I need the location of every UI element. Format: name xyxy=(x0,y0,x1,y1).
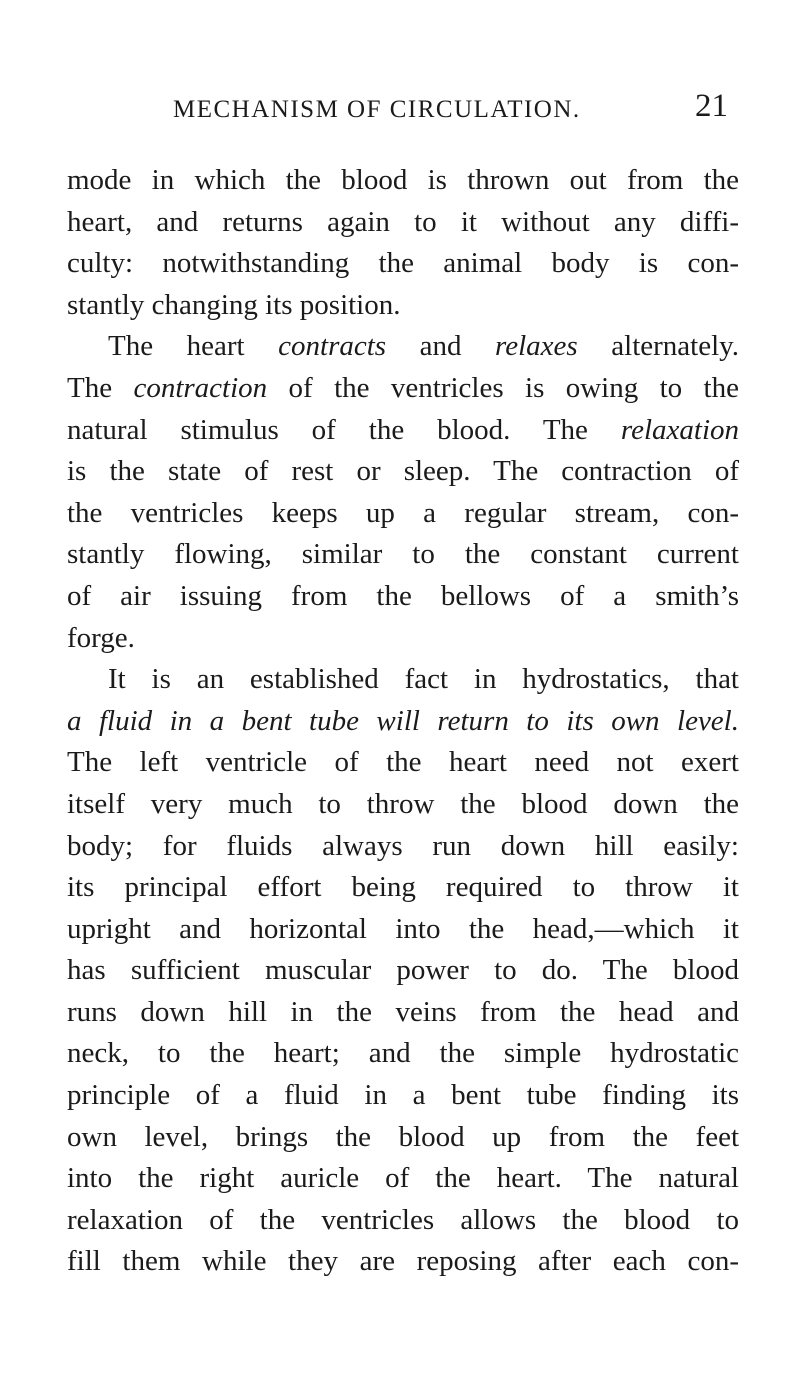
text-span: The heart xyxy=(108,330,279,363)
text-line: into the right auricle of the heart. The natural xyxy=(67,1162,739,1195)
text-line: It is an established fact in hydrostatics, that xyxy=(108,663,739,696)
page-number: 21 xyxy=(695,88,728,124)
text-line: body; for fluids always run down hill easily: xyxy=(67,829,739,862)
text-line: fill them while they are reposing after each con- xyxy=(67,1245,739,1278)
text-line: stantly changing its position. xyxy=(67,288,401,321)
text-line: has sufficient muscular power to do. The blood xyxy=(67,954,739,987)
text-line: its principal effort being required to throw it xyxy=(67,871,739,904)
text-line: mode in which the blood is thrown out from the xyxy=(67,164,739,196)
running-head: MECHANISM OF CIRCULATION. xyxy=(173,96,581,123)
text-span: and xyxy=(386,330,496,363)
text-line xyxy=(67,368,739,410)
text-span: natural stimulus of the blood. The xyxy=(67,413,621,446)
text-span: The xyxy=(67,371,134,404)
text-line: heart, and returns again to it without any diffi- xyxy=(67,205,739,238)
text-line: stantly flowing, similar to the constant current xyxy=(67,538,739,571)
text-span: of the ventricles is owing to the xyxy=(267,371,739,404)
text-line xyxy=(67,326,739,368)
text-span: alternately. xyxy=(577,330,740,363)
italic-text-span: contracts xyxy=(278,330,387,363)
text-line: culty: notwithstanding the animal body is con- xyxy=(67,247,739,280)
text-line xyxy=(67,410,739,452)
italic-text-span: a fluid in a bent tube will return to its own level. xyxy=(67,704,739,737)
text-line: principle of a fluid in a bent tube finding its xyxy=(67,1079,739,1112)
text-line: runs down hill in the veins from the head and xyxy=(67,995,739,1028)
italic-text-span: relaxation xyxy=(620,413,739,446)
text-line: is the state of rest or sleep. The contraction of xyxy=(67,455,739,488)
text-line: neck, to the heart; and the simple hydrostatic xyxy=(67,1037,739,1070)
body-text xyxy=(67,160,739,1283)
text-line: The left ventricle of the heart need not exert xyxy=(67,746,739,779)
text-line: itself very much to throw the blood down the xyxy=(67,787,739,820)
text-line: of air issuing from the bellows of a smith’s xyxy=(67,579,739,612)
text-line: upright and horizontal into the head,—which it xyxy=(67,912,739,945)
page-header xyxy=(0,88,800,128)
text-line: relaxation of the ventricles allows the blood to xyxy=(67,1203,739,1236)
text-line: the ventricles keeps up a regular stream, con- xyxy=(67,496,739,529)
text-line: forge. xyxy=(67,621,135,654)
text-line xyxy=(67,701,739,743)
italic-text-span: contraction xyxy=(133,371,268,404)
text-line: own level, brings the blood up from the feet xyxy=(67,1120,739,1153)
italic-text-span: relaxes xyxy=(495,330,578,363)
